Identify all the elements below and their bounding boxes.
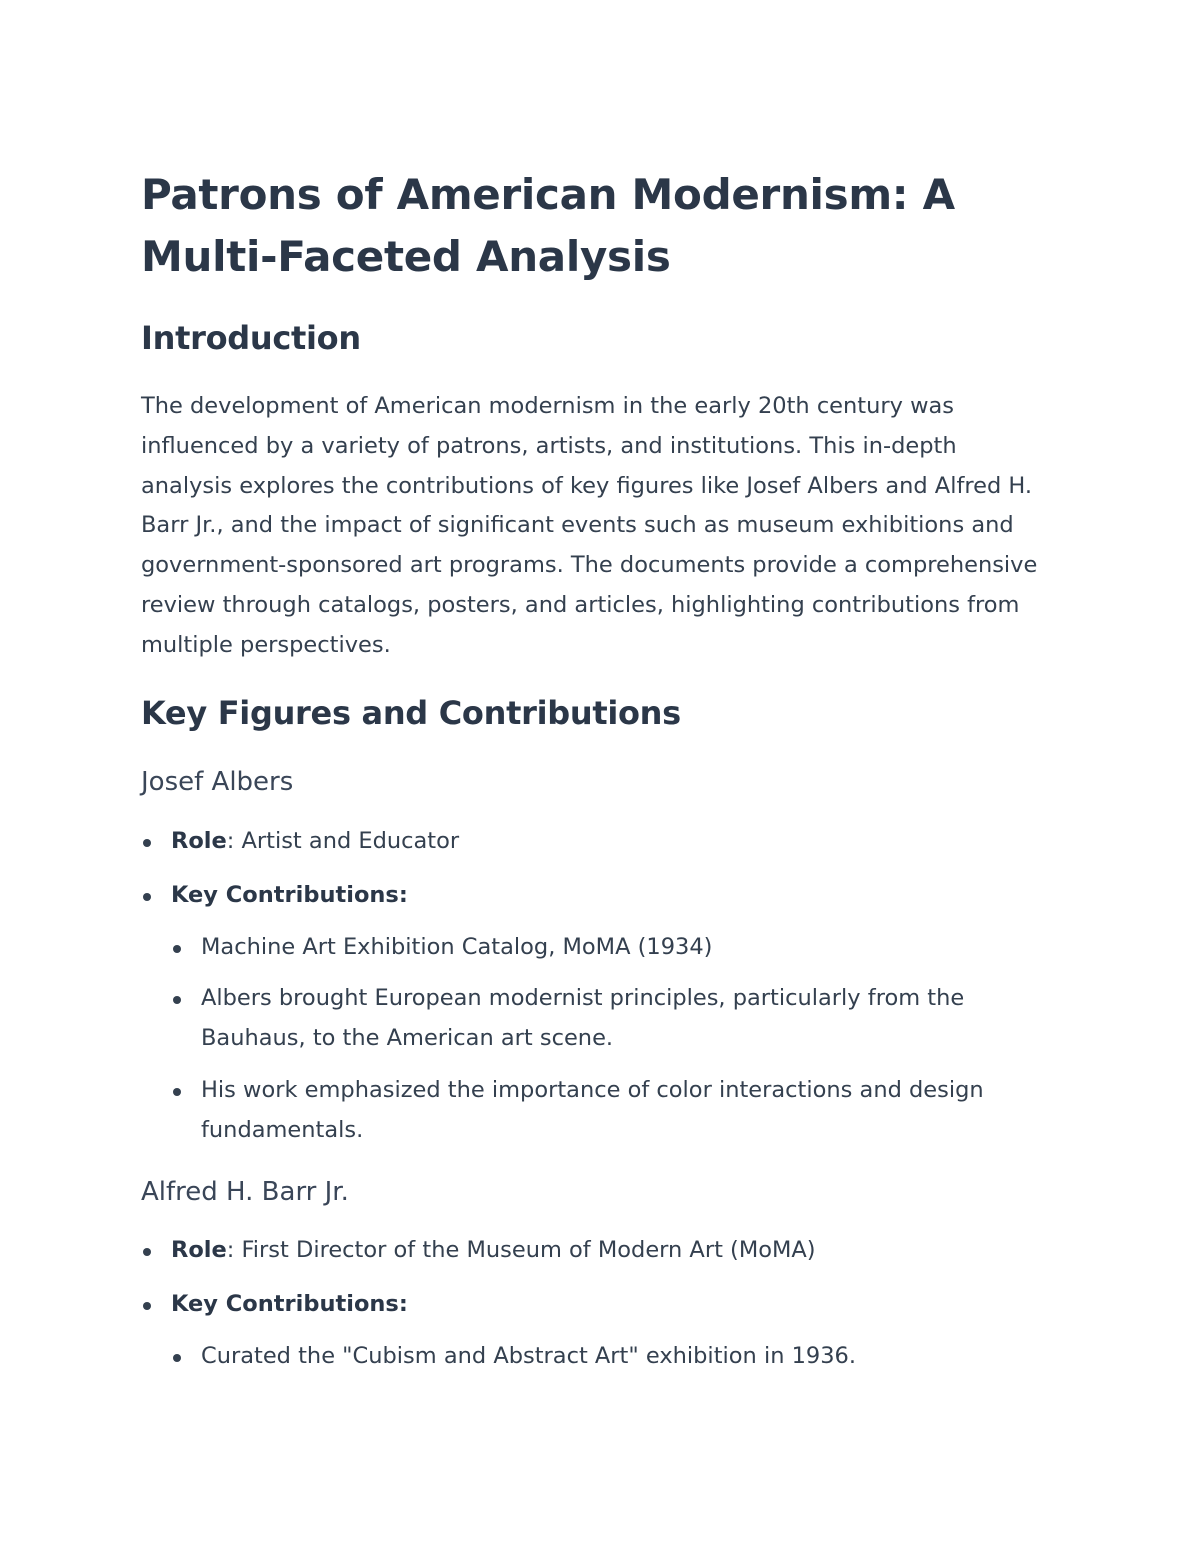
barr-role-item	[141, 1231, 1061, 1271]
barr-heading: Alfred H. Barr Jr.	[141, 1177, 349, 1207]
list-item: His work emphasized the importance of color interactions and design fundamentals.	[171, 1071, 1061, 1151]
albers-role-item	[141, 822, 1061, 862]
barr-contributions-item	[141, 1285, 1061, 1377]
albers-list	[141, 822, 1061, 1151]
list-item: Curated the "Cubism and Abstract Art" exhibition in 1936.	[171, 1337, 1061, 1377]
barr-list	[141, 1231, 1061, 1376]
role-value: : Artist and Educator	[226, 828, 460, 854]
role-label: Role	[171, 828, 227, 854]
list-item: Machine Art Exhibition Catalog, MoMA (1934)	[171, 928, 1061, 968]
key-figures-heading: Key Figures and Contributions	[141, 694, 681, 732]
contributions-label: Key Contributions:	[171, 1290, 408, 1317]
introduction-paragraph: The development of American modernism in the early 20th century was influenced by a variety of patrons, artists, and institutions. This in-depth analysis explores the contributions of key figures like Josef Albers and Alfred H. Barr Jr., and the impact of significant events such as museum exhibitions and government-sponsored art programs. The documents provide a comprehensive review through catalogs, posters, and articles, highlighting contributions from multiple perspectives.	[141, 393, 1038, 658]
albers-contributions-list	[171, 928, 1061, 1151]
albers-contributions-item	[141, 876, 1061, 1151]
contributions-label: Key Contributions:	[171, 881, 408, 908]
albers-heading: Josef Albers	[141, 767, 294, 797]
introduction-heading: Introduction	[141, 319, 361, 357]
barr-contributions-list	[171, 1337, 1061, 1377]
role-label: Role	[171, 1237, 227, 1263]
list-item: Albers brought European modernist principles, particularly from the Bauhaus, to the American art scene.	[171, 979, 1061, 1059]
role-value: : First Director of the Museum of Modern Art (MoMA)	[226, 1237, 816, 1263]
page-title: Patrons of American Modernism: A Multi-Faceted Analysis	[141, 170, 955, 281]
